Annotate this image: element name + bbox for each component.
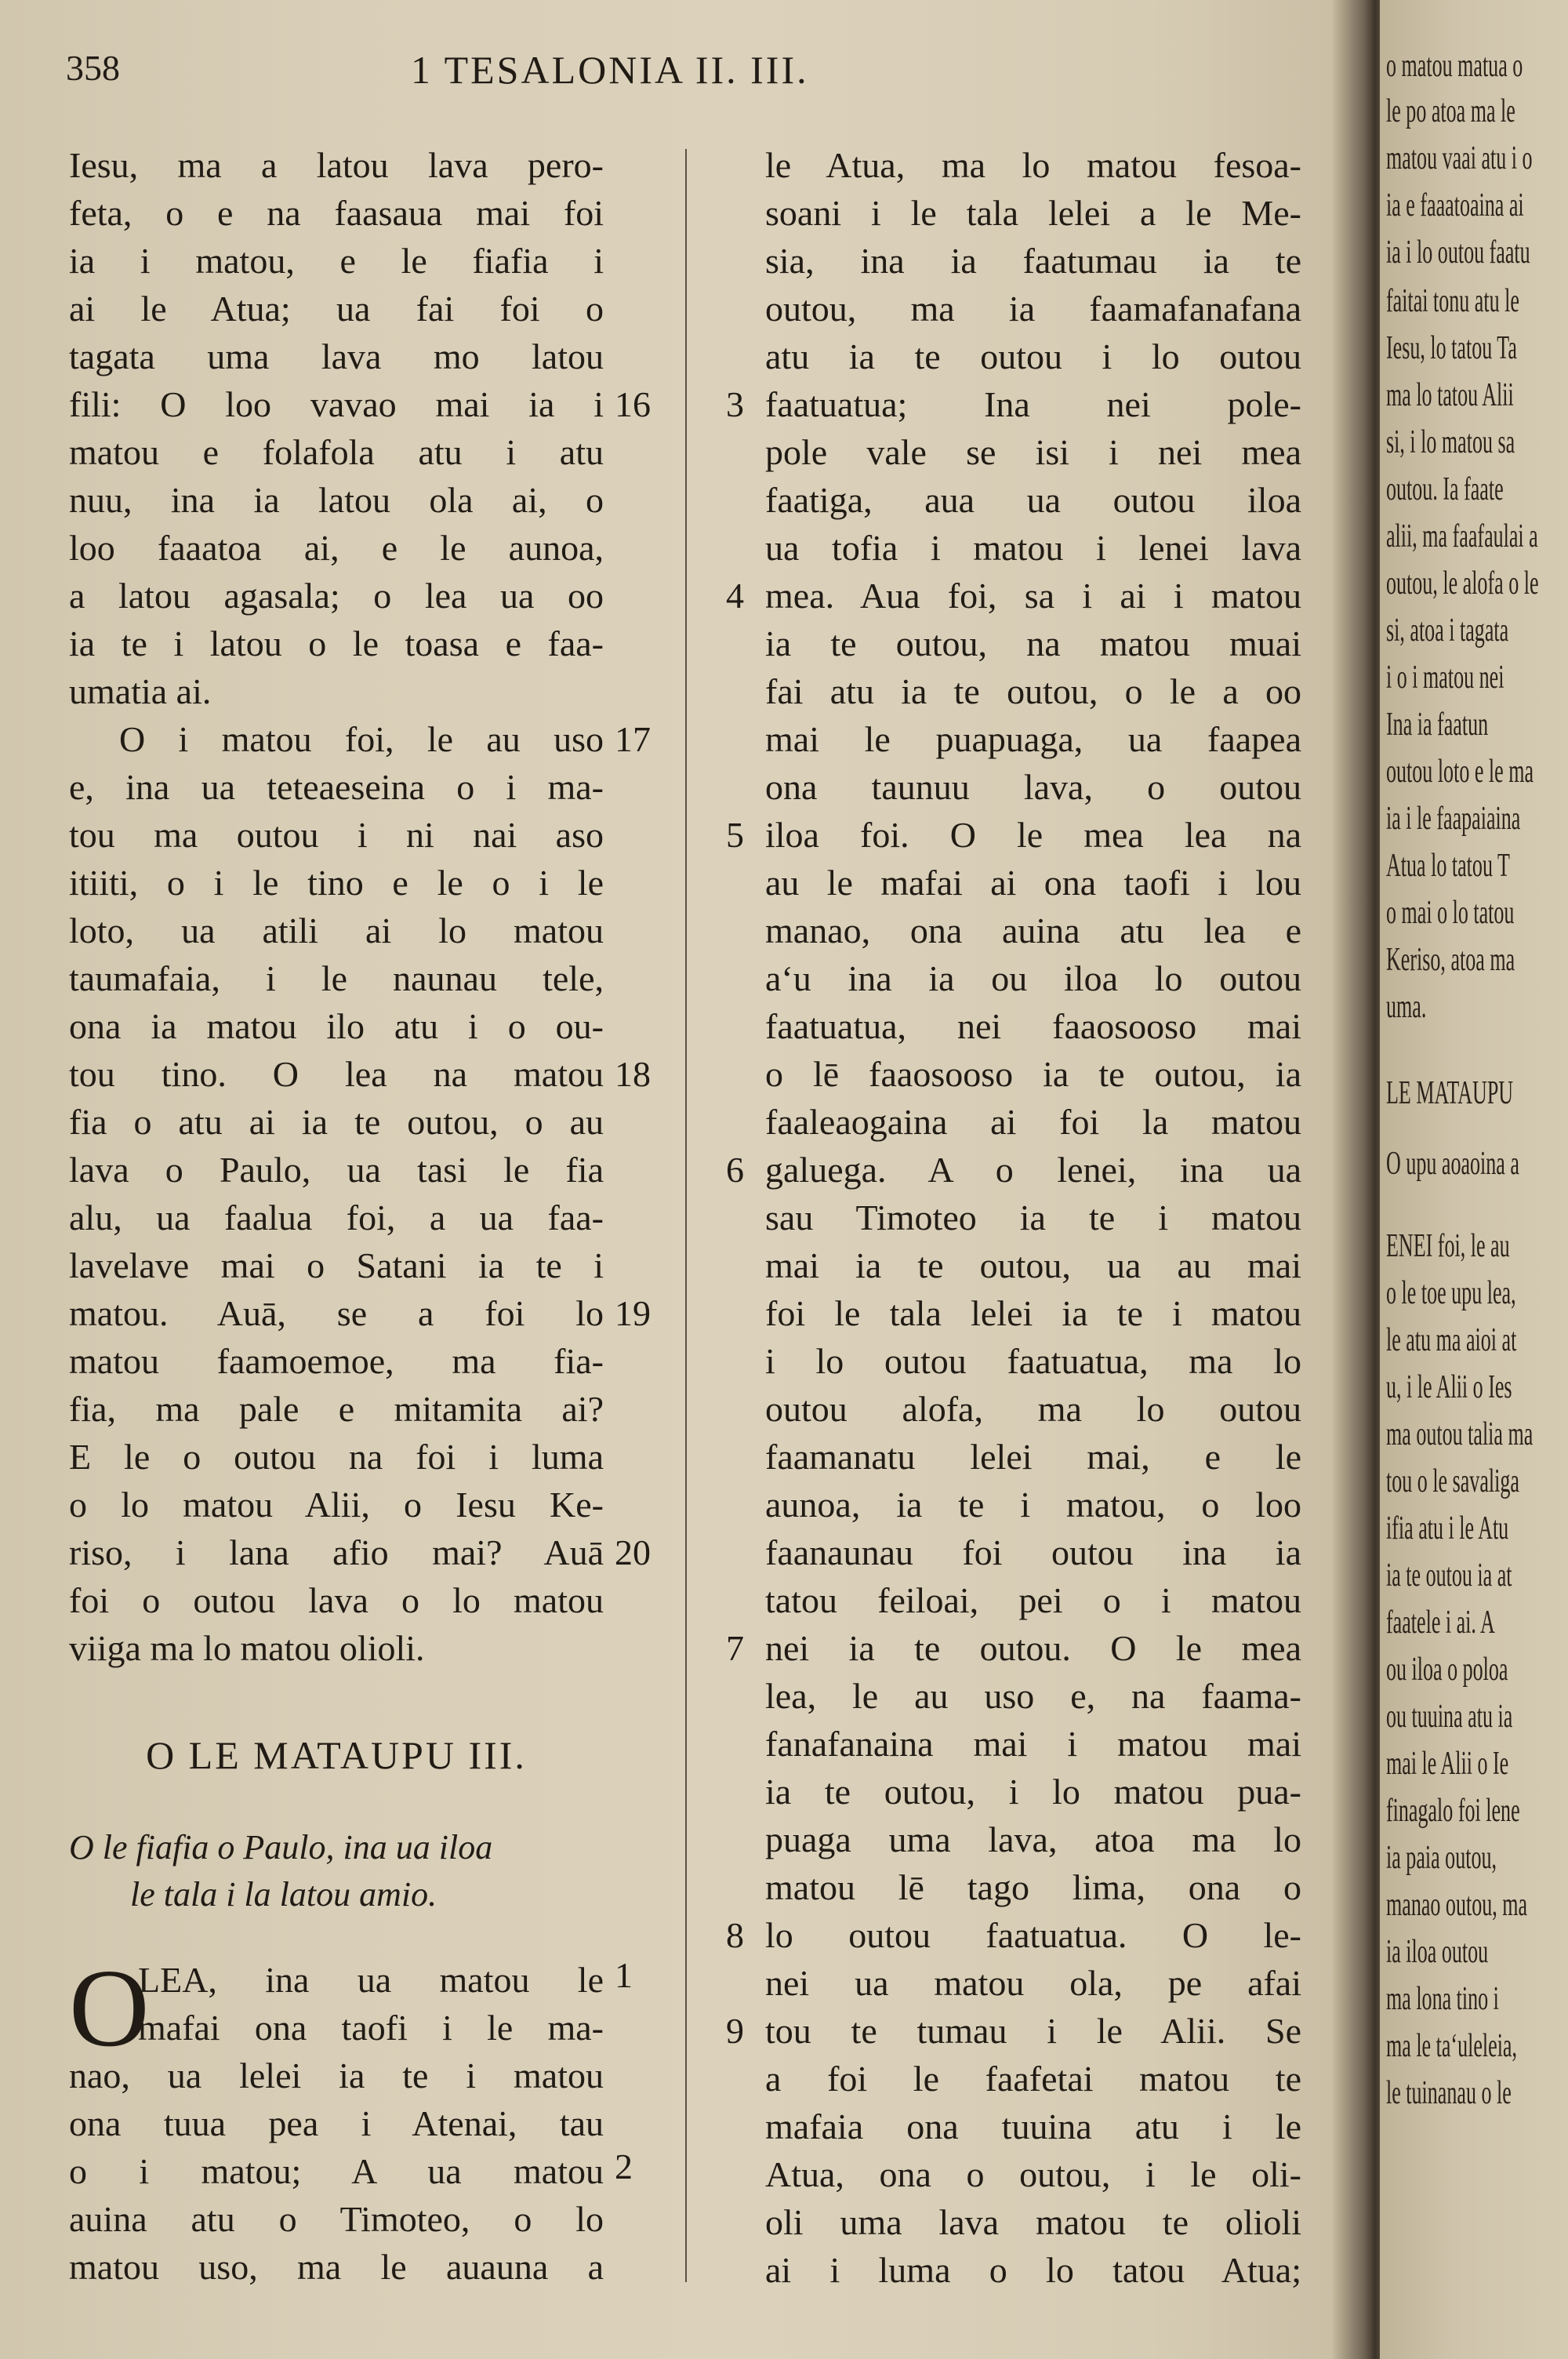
- text-line: manao, ona auina atu lea e: [765, 911, 1301, 951]
- text-line: foi o outou lava o lo matou: [69, 1580, 604, 1620]
- facing-line: O upu aoaoina a: [1386, 1146, 1519, 1182]
- text-line: viiga ma lo matou olioli.: [69, 1628, 425, 1668]
- text-line: tou te tumau i le Alii. Se: [765, 2011, 1301, 2051]
- text-line: mea. Aua foi, sa i ai i matou: [765, 576, 1301, 616]
- text-line: fili: O loo vavao mai ia i: [69, 384, 604, 424]
- text-line: matou lē tago lima, ona o: [765, 1867, 1301, 1907]
- text-line: matou e folafola atu i atu: [69, 432, 604, 472]
- text-line: faaleaogaina ai foi la matou: [765, 1102, 1301, 1142]
- text-line: tou ma outou i ni nai aso: [69, 815, 604, 855]
- text-line: lea, le au uso e, na faama-: [765, 1676, 1301, 1716]
- facing-line: tou o le savaliga: [1386, 1463, 1519, 1499]
- facing-line: outou. Ia faate: [1386, 471, 1504, 507]
- text-line: sau Timoteo ia te i matou: [765, 1198, 1301, 1238]
- facing-line: si, atoa i tagata: [1386, 612, 1509, 649]
- text-line: e, ina ua teteaeseina o i ma-: [69, 767, 604, 807]
- text-line: ona taunuu lava, o outou: [765, 767, 1301, 807]
- facing-line: le tuinanau o le: [1386, 2075, 1512, 2111]
- text-line: alu, ua faalua foi, a ua faa-: [69, 1198, 604, 1238]
- verse-number: 9: [726, 2011, 744, 2051]
- right-column: [765, 141, 1301, 2294]
- drop-cap: O: [69, 1946, 150, 2070]
- text-line: faatiga, aua ua outou iloa: [765, 480, 1301, 520]
- facing-line: si, i lo matou sa: [1386, 424, 1515, 460]
- text-line: ai i luma o lo tatou Atua;: [765, 2250, 1301, 2290]
- facing-line: uma.: [1386, 989, 1427, 1025]
- verse-number: 19: [615, 1293, 651, 1333]
- verse-number: 1: [615, 1955, 633, 1995]
- verse-number: 4: [726, 576, 744, 616]
- text-line: mai le puapuaga, ua faapea: [765, 719, 1301, 759]
- text-line: le Atua, ma lo matou fesoa-: [765, 145, 1301, 185]
- text-line: faanaunau foi outou ina ia: [765, 1532, 1301, 1572]
- facing-line: faitai tonu atu le: [1386, 283, 1519, 319]
- text-line: sia, ina ia faatumau ia te: [765, 241, 1301, 281]
- facing-line: matou vaai atu i o: [1386, 140, 1533, 176]
- facing-line: Atua lo tatou T: [1386, 848, 1510, 884]
- facing-line: ia te outou ia at: [1386, 1558, 1512, 1594]
- verse-number: 7: [726, 1628, 744, 1668]
- text-line: tou tino. O lea na matou: [69, 1054, 604, 1094]
- verse-number: 18: [615, 1054, 651, 1094]
- facing-line: i o i matou nei: [1386, 660, 1504, 696]
- verse-number: 16: [615, 384, 651, 424]
- facing-line: alii, ma faafaulai a: [1386, 518, 1538, 554]
- verse-number: 8: [726, 1915, 744, 1955]
- text-line: o lē faaosooso ia te outou, ia: [765, 1054, 1301, 1094]
- facing-line: Ina ia faatun: [1386, 707, 1489, 743]
- text-line: Iesu, ma a latou lava pero-: [69, 145, 604, 185]
- facing-line: o matou matua o: [1386, 48, 1523, 84]
- facing-line: manao outou, ma: [1386, 1887, 1528, 1923]
- text-line: o i matou; A ua matou: [69, 2151, 604, 2191]
- text-line: ia te outou, i lo matou pua-: [765, 1772, 1301, 1812]
- text-line: taumafaia, i le naunau tele,: [69, 958, 604, 998]
- facing-line: ou tuuina atu ia: [1386, 1699, 1513, 1735]
- verse-number: 17: [615, 719, 651, 759]
- text-line: nao, ua lelei ia te i matou: [69, 2055, 604, 2095]
- text-line: feta, o e na faasaua mai foi: [69, 193, 604, 233]
- text-line: matou faamoemoe, ma fia-: [69, 1341, 604, 1381]
- text-line: nuu, ina ia latou ola ai, o: [69, 480, 604, 520]
- facing-line: o le toe upu lea,: [1386, 1275, 1516, 1311]
- text-line: mai ia te outou, ua au mai: [765, 1245, 1301, 1285]
- text-line: ona ia matou ilo atu i o ou-: [69, 1006, 604, 1046]
- facing-line: outou, le alofa o le: [1386, 565, 1539, 602]
- chapter-title: O LE MATAUPU III.: [146, 1733, 527, 1777]
- text-line: faatuatua, nei faaosooso mai: [765, 1006, 1301, 1046]
- text-line: ia te i latou o le toasa e faa-: [69, 623, 604, 663]
- facing-line: ia iloa outou: [1386, 1934, 1489, 1970]
- facing-line: outou loto e le ma: [1386, 754, 1534, 790]
- facing-line: ma le ta‘uleleia,: [1386, 2028, 1518, 2064]
- text-line: Atua, ona o outou, i le oli-: [765, 2154, 1301, 2194]
- text-line: outou, ma ia faamafanafana: [765, 289, 1301, 329]
- facing-line: ou iloa o poloa: [1386, 1652, 1508, 1688]
- text-line: ai le Atua; ua fai foi o: [69, 289, 604, 329]
- text-line: a foi le faafetai matou te: [765, 2059, 1301, 2099]
- text-line: mafai ona taofi i le ma-: [138, 2008, 604, 2048]
- facing-line: ifia atu i le Atu: [1386, 1510, 1509, 1547]
- text-line: umatia ai.: [69, 671, 212, 711]
- verse-number: 3: [726, 384, 744, 424]
- text-line: fia, ma pale e mitamita ai?: [69, 1389, 604, 1429]
- text-line: faamanatu lelei mai, e le: [765, 1437, 1301, 1477]
- text-line: lo outou faatuatua. O le-: [765, 1915, 1301, 1955]
- facing-line: Iesu, lo tatou Ta: [1386, 330, 1517, 366]
- text-line: lava o Paulo, ua tasi le fia: [69, 1150, 604, 1190]
- facing-line: ia e faaatoaina ai: [1386, 187, 1524, 224]
- text-line: matou uso, ma le auauna a: [69, 2247, 604, 2287]
- chapter-opening: [69, 1946, 604, 2070]
- page-header: [66, 47, 1305, 102]
- facing-line: Keriso, atoa ma: [1386, 942, 1515, 978]
- page-number: 358: [66, 48, 120, 88]
- text-line: loo faaatoa ai, e le aunoa,: [69, 528, 604, 568]
- text-line: oli uma lava matou te olioli: [765, 2202, 1301, 2242]
- text-line: a‘u ina ia ou iloa lo outou: [765, 958, 1301, 998]
- facing-line: le atu ma aioi at: [1386, 1322, 1517, 1358]
- text-line: pole vale se isi i nei mea: [765, 432, 1301, 472]
- left-column: [69, 141, 604, 2291]
- verse-number: 5: [726, 815, 744, 855]
- facing-line: finagalo foi lene: [1386, 1793, 1520, 1829]
- facing-line: ENEI foi, le au: [1386, 1228, 1510, 1264]
- text-line: a latou agasala; o lea ua oo: [69, 576, 604, 616]
- facing-line: ia paia outou,: [1386, 1840, 1497, 1876]
- chapter-summary: O le fiafia o Paulo, ina ua iloa: [69, 1828, 493, 1866]
- text-line: i lo outou faatuatua, ma lo: [765, 1341, 1301, 1381]
- text-line: ona tuua pea i Atenai, tau: [69, 2103, 604, 2143]
- facing-line: o mai o lo tatou: [1386, 895, 1515, 931]
- facing-line: LE MATAUPU: [1386, 1075, 1514, 1111]
- text-line: mafaia ona tuuina atu i le: [765, 2106, 1301, 2146]
- text-line: ua tofia i matou i lenei lava: [765, 528, 1301, 568]
- text-line: nei ua matou ola, pe afai: [765, 1963, 1301, 2003]
- text-line: fai atu ia te outou, o le a oo: [765, 671, 1301, 711]
- text-line: au le mafai ai ona taofi i lou: [765, 863, 1301, 903]
- text-line: tatou feiloai, pei o i matou: [765, 1580, 1301, 1620]
- column-divider: [685, 149, 687, 2282]
- facing-line: faatele i ai. A: [1386, 1605, 1495, 1641]
- facing-line: ma lo tatou Alii: [1386, 377, 1514, 413]
- text-line: puaga uma lava, atoa ma lo: [765, 1819, 1301, 1859]
- text-line: LEA, ina ua matou le: [138, 1960, 604, 2000]
- facing-line: mai le Alii o Ie: [1386, 1746, 1509, 1782]
- text-line: aunoa, ia te i matou, o loo: [765, 1485, 1301, 1525]
- text-line: fia o atu ai ia te outou, o au: [69, 1102, 604, 1142]
- text-line: o lo matou Alii, o Iesu Ke-: [69, 1485, 604, 1525]
- facing-line: ma outou talia ma: [1386, 1416, 1534, 1452]
- text-line: tagata uma lava mo latou: [69, 336, 604, 376]
- text-line: nei ia te outou. O le mea: [765, 1628, 1301, 1668]
- text-line: ia i matou, e le fiafia i: [69, 241, 604, 281]
- text-line: atu ia te outou i lo outou: [765, 336, 1301, 376]
- text-line: soani i le tala lelei a le Me-: [765, 193, 1301, 233]
- text-line: foi le tala lelei ia te i matou: [765, 1293, 1301, 1333]
- chapter-summary: le tala i la latou amio.: [130, 1875, 437, 1914]
- text-line: galuega. A o lenei, ina ua: [765, 1150, 1301, 1190]
- verse-number: 6: [726, 1150, 744, 1190]
- text-line: auina atu o Timoteo, o lo: [69, 2199, 604, 2239]
- text-line: riso, i lana afio mai? Auā: [69, 1532, 604, 1572]
- facing-line: ma lona tino i: [1386, 1981, 1499, 2017]
- text-line: iloa foi. O le mea lea na: [765, 815, 1301, 855]
- facing-line: le po atoa ma le: [1386, 93, 1515, 129]
- text-line: faatuatua; Ina nei pole-: [765, 384, 1301, 424]
- running-head: 1 TESALONIA II. III.: [411, 48, 809, 92]
- text-line: outou alofa, ma lo outou: [765, 1389, 1301, 1429]
- text-line: matou. Auā, se a foi lo: [69, 1293, 604, 1333]
- text-line: itiiti, o i le tino e le o i le: [69, 863, 604, 903]
- verse-number: 20: [615, 1532, 651, 1572]
- text-line: lavelave mai o Satani ia te i: [69, 1245, 604, 1285]
- facing-line: u, i le Alii o Ies: [1386, 1369, 1512, 1405]
- facing-line: ia i lo outou faatu: [1386, 234, 1530, 271]
- text-line: O i matou foi, le au uso: [119, 719, 604, 759]
- verse-number: 2: [615, 2146, 633, 2186]
- text-line: E le o outou na foi i luma: [69, 1437, 604, 1477]
- text-line: loto, ua atili ai lo matou: [69, 911, 604, 951]
- text-line: ia te outou, na matou muai: [765, 623, 1301, 663]
- text-line: fanafanaina mai i matou mai: [765, 1724, 1301, 1764]
- facing-line: ia i le faapaiaina: [1386, 801, 1521, 837]
